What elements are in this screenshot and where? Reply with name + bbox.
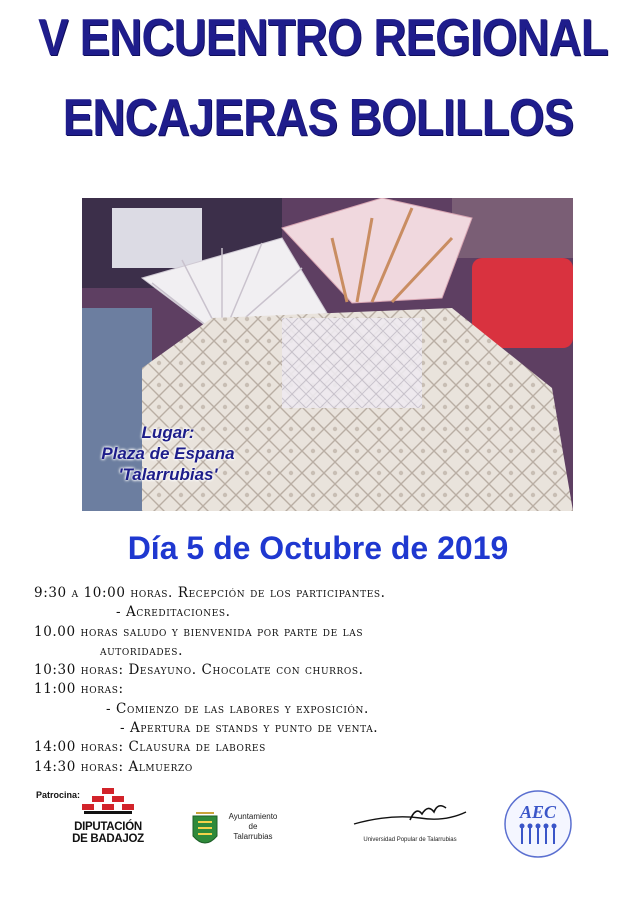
schedule-line: 10:30 horas: Desayuno. Chocolate con churros.	[34, 662, 364, 679]
schedule-line: 14:30 horas: Almuerzo	[34, 758, 193, 775]
schedule-line: 11:00 horas:	[34, 681, 124, 698]
schedule-line: - Acreditaciones.	[116, 604, 231, 621]
schedule-line: - Comienzo de las labores y exposición.	[106, 700, 369, 717]
location-town: 'Talarrubias'	[118, 465, 218, 484]
schedule-line: 14:00 horas: Clausura de labores	[34, 739, 266, 756]
schedule-line: autoridades.	[100, 642, 183, 659]
town-shield-icon	[190, 808, 220, 852]
diputacion-line1: DIPUTACIÓN	[74, 821, 142, 833]
diputacion-badajoz-logo	[58, 788, 158, 845]
schedule-line: 10.00 horas saludo y bienvenida por parte de las	[34, 623, 364, 640]
upt-subtitle: Universidad Popular de Talarrubias	[363, 837, 457, 843]
aec-emblem-icon	[502, 788, 574, 860]
ayuntamiento-talarrubias-logo	[190, 808, 290, 857]
sponsors-label: Patrocina:	[36, 790, 81, 800]
ayuntamiento-line1: Ayuntamiento	[228, 812, 278, 821]
schedule-line: - Apertura de stands y punto de venta.	[120, 720, 379, 737]
diputacion-line2: DE BADAJOZ	[72, 833, 144, 845]
aec-logo	[502, 788, 574, 860]
event-date: Día 5 de Octubre de 2019	[127, 530, 509, 566]
schedule	[34, 584, 624, 777]
schedule-line: 9:30 a 10:00 horas. Recepción de los participantes.	[34, 585, 386, 601]
universidad-popular-logo	[350, 800, 470, 843]
event-location	[88, 422, 248, 485]
location-label: Lugar:	[141, 423, 195, 442]
poster-title-line-2: ENCAJERAS BOLILLOS	[62, 89, 574, 147]
diputacion-emblem-icon	[78, 788, 138, 816]
ayuntamiento-line3: Talarrubias	[233, 832, 273, 841]
aec-mark: AEC	[519, 802, 557, 822]
upt-signature-icon	[350, 800, 470, 830]
ayuntamiento-text	[228, 812, 278, 842]
poster-title-line-1: V ENCUENTRO REGIONAL	[38, 9, 608, 67]
ayuntamiento-line2: de	[248, 822, 258, 831]
location-name: Plaza de Espana	[101, 444, 235, 463]
